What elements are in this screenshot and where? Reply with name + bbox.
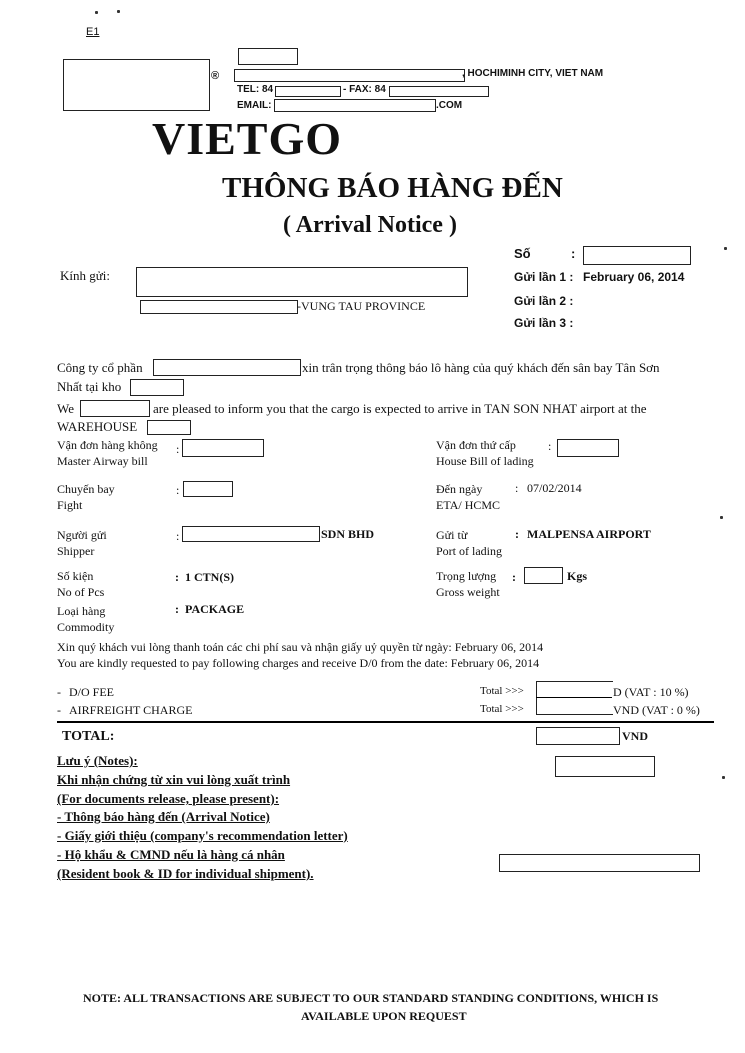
shipper-colon: : bbox=[176, 529, 180, 543]
port-value: MALPENSA AIRPORT bbox=[527, 527, 651, 541]
pcs-label-vn: Số kiện bbox=[57, 569, 94, 583]
charge-label-airfreight: AIRFREIGHT CHARGE bbox=[69, 703, 193, 717]
charge-total-label: Total >>> bbox=[480, 685, 524, 697]
weight-label-vn: Trọng lượng bbox=[436, 569, 497, 583]
hbl-colon: : bbox=[548, 439, 552, 453]
total-label: TOTAL: bbox=[62, 729, 115, 744]
charge-row-divider bbox=[536, 697, 612, 698]
intro-vn-3: Nhất tại kho bbox=[57, 379, 122, 394]
header-city: , HOCHIMINH CITY, VIET NAM bbox=[462, 68, 604, 79]
charge-dash: - bbox=[57, 703, 61, 717]
port-label-vn: Gửi từ bbox=[436, 528, 468, 542]
total-divider bbox=[57, 721, 714, 723]
company-field-en[interactable] bbox=[80, 400, 150, 417]
footer-note-line-1: NOTE: ALL TRANSACTIONS ARE SUBJECT TO OUR STANDARD STANDING CONDITIONS, WHICH IS bbox=[83, 991, 659, 1005]
flight-field[interactable] bbox=[183, 481, 233, 497]
charge-unit-do-fee: D (VAT : 10 %) bbox=[613, 685, 689, 699]
company-field[interactable] bbox=[153, 359, 301, 376]
flight-colon: : bbox=[176, 483, 180, 497]
notes-line-3: - Thông báo hàng đến (Arrival Notice) bbox=[57, 809, 270, 824]
total-unit: VND bbox=[622, 729, 648, 743]
so-label: Số bbox=[514, 246, 531, 261]
scan-speck bbox=[95, 11, 98, 14]
shipper-label-vn: Người gửi bbox=[57, 528, 107, 542]
port-label-en: Port of lading bbox=[436, 544, 502, 558]
notes-field-1[interactable] bbox=[555, 756, 655, 777]
hbl-field[interactable] bbox=[557, 439, 619, 457]
payment-vn: Xin quý khách vui lòng thanh toán các chi phí sau và nhận giấy uỷ quyền từ ngày: February 06, 2014 bbox=[57, 640, 544, 654]
send1-label: Gửi lần 1 : bbox=[514, 270, 574, 284]
flight-label-vn: Chuyến bay bbox=[57, 482, 115, 496]
notes-line-2: (For documents release, please present): bbox=[57, 791, 280, 806]
title-en: ( Arrival Notice ) bbox=[283, 212, 457, 238]
tel-label: TEL: 84 bbox=[237, 84, 274, 95]
charge-unit-airfreight: VND (VAT : 0 %) bbox=[613, 703, 700, 717]
notes-line-4: - Giấy giới thiệu (company's recommendation letter) bbox=[57, 828, 348, 843]
send2-label: Gửi lần 2 : bbox=[514, 294, 574, 308]
hbl-label-vn: Vận đơn thứ cấp bbox=[436, 438, 516, 452]
warehouse-field-en[interactable] bbox=[147, 420, 191, 435]
mawb-field[interactable] bbox=[182, 439, 264, 457]
payment-en: You are kindly requested to pay following charges and receive D/0 from the date: February 06, 2014 bbox=[57, 656, 540, 670]
so-field[interactable] bbox=[583, 246, 691, 265]
pcs-value: 1 CTN(S) bbox=[185, 570, 235, 584]
notes-line-5: - Hộ khẩu & CMND nếu là hàng cá nhân bbox=[57, 847, 285, 862]
redacted-tel bbox=[275, 86, 341, 97]
total-field[interactable] bbox=[536, 727, 620, 745]
weight-label-en: Gross weight bbox=[436, 585, 500, 599]
redacted-fax bbox=[389, 86, 489, 97]
redacted-field bbox=[238, 48, 298, 65]
intro-vn-2: xin trân trọng thông báo lô hàng của quý khách đến sân bay Tân Sơn bbox=[302, 360, 660, 375]
form-code: E1 bbox=[86, 26, 100, 38]
weight-colon: : bbox=[512, 570, 516, 584]
redacted-address bbox=[234, 69, 465, 82]
weight-unit: Kgs bbox=[567, 569, 588, 583]
email-label: EMAIL: bbox=[237, 100, 272, 111]
send3-label: Gửi lần 3 : bbox=[514, 316, 574, 330]
scan-speck bbox=[720, 516, 723, 519]
commodity-label-en: Commodity bbox=[57, 620, 115, 634]
intro-en-1: We bbox=[57, 401, 74, 416]
redacted-logo-box bbox=[63, 59, 210, 111]
recipient-label: Kính gửi: bbox=[60, 268, 111, 283]
title-vn: THÔNG BÁO HÀNG ĐẾN bbox=[222, 172, 563, 204]
charge-dash: - bbox=[57, 685, 61, 699]
intro-en-2: are pleased to inform you that the cargo is expected to arrive in TAN SON NHAT airport at the bbox=[153, 401, 647, 416]
flight-label-en: Fight bbox=[57, 498, 83, 512]
charge-total-label: Total >>> bbox=[480, 703, 524, 715]
company-logo-text: VIETGO bbox=[152, 113, 343, 164]
scan-speck bbox=[117, 10, 120, 13]
footer-note-line-2: AVAILABLE UPON REQUEST bbox=[301, 1009, 467, 1023]
charge-label-do-fee: D/O FEE bbox=[69, 685, 114, 699]
eta-label-vn: Đến ngày bbox=[436, 482, 483, 496]
notes-title: Lưu ý (Notes): bbox=[57, 753, 138, 768]
notes-line-6: (Resident book & ID for individual shipment). bbox=[57, 866, 314, 881]
port-colon: : bbox=[515, 527, 519, 541]
scan-speck bbox=[722, 776, 725, 779]
mawb-label-vn: Vận đơn hàng không bbox=[57, 438, 158, 452]
commodity-label-vn: Loại hàng bbox=[57, 604, 106, 618]
eta-label-en: ETA/ HCMC bbox=[436, 498, 501, 512]
eta-colon: : bbox=[515, 481, 519, 495]
shipper-field[interactable] bbox=[182, 526, 320, 542]
warehouse-field-vn[interactable] bbox=[130, 379, 184, 396]
commodity-value: PACKAGE bbox=[185, 602, 245, 616]
redacted-email bbox=[274, 99, 436, 112]
shipper-label-en: Shipper bbox=[57, 544, 95, 558]
recipient-field[interactable] bbox=[136, 267, 468, 297]
pcs-label-en: No of Pcs bbox=[57, 585, 105, 599]
intro-en-3: WAREHOUSE bbox=[57, 419, 138, 434]
recipient-address-field[interactable] bbox=[140, 300, 298, 314]
scan-speck bbox=[724, 247, 727, 250]
registered-mark: ® bbox=[211, 70, 220, 82]
notes-line-1: Khi nhận chứng từ xin vui lòng xuất trình bbox=[57, 772, 291, 787]
so-colon: : bbox=[571, 246, 576, 261]
recipient-province: -VUNG TAU PROVINCE bbox=[297, 299, 426, 313]
notes-field-2[interactable] bbox=[499, 854, 700, 872]
eta-value: 07/02/2014 bbox=[527, 481, 582, 495]
hbl-label-en: House Bill of lading bbox=[436, 454, 534, 468]
commodity-colon: : bbox=[175, 602, 179, 616]
mawb-label-en: Master Airway bill bbox=[57, 454, 148, 468]
shipper-value: SDN BHD bbox=[321, 527, 375, 541]
send1-value: February 06, 2014 bbox=[583, 270, 685, 284]
pcs-colon: : bbox=[175, 570, 179, 584]
weight-field[interactable] bbox=[524, 567, 563, 584]
intro-vn-1: Công ty cổ phần bbox=[57, 360, 143, 375]
do-fee-field[interactable] bbox=[536, 681, 613, 715]
email-suffix: .COM bbox=[436, 100, 463, 111]
fax-label: - FAX: 84 bbox=[343, 84, 386, 95]
mawb-colon: : bbox=[176, 442, 180, 456]
